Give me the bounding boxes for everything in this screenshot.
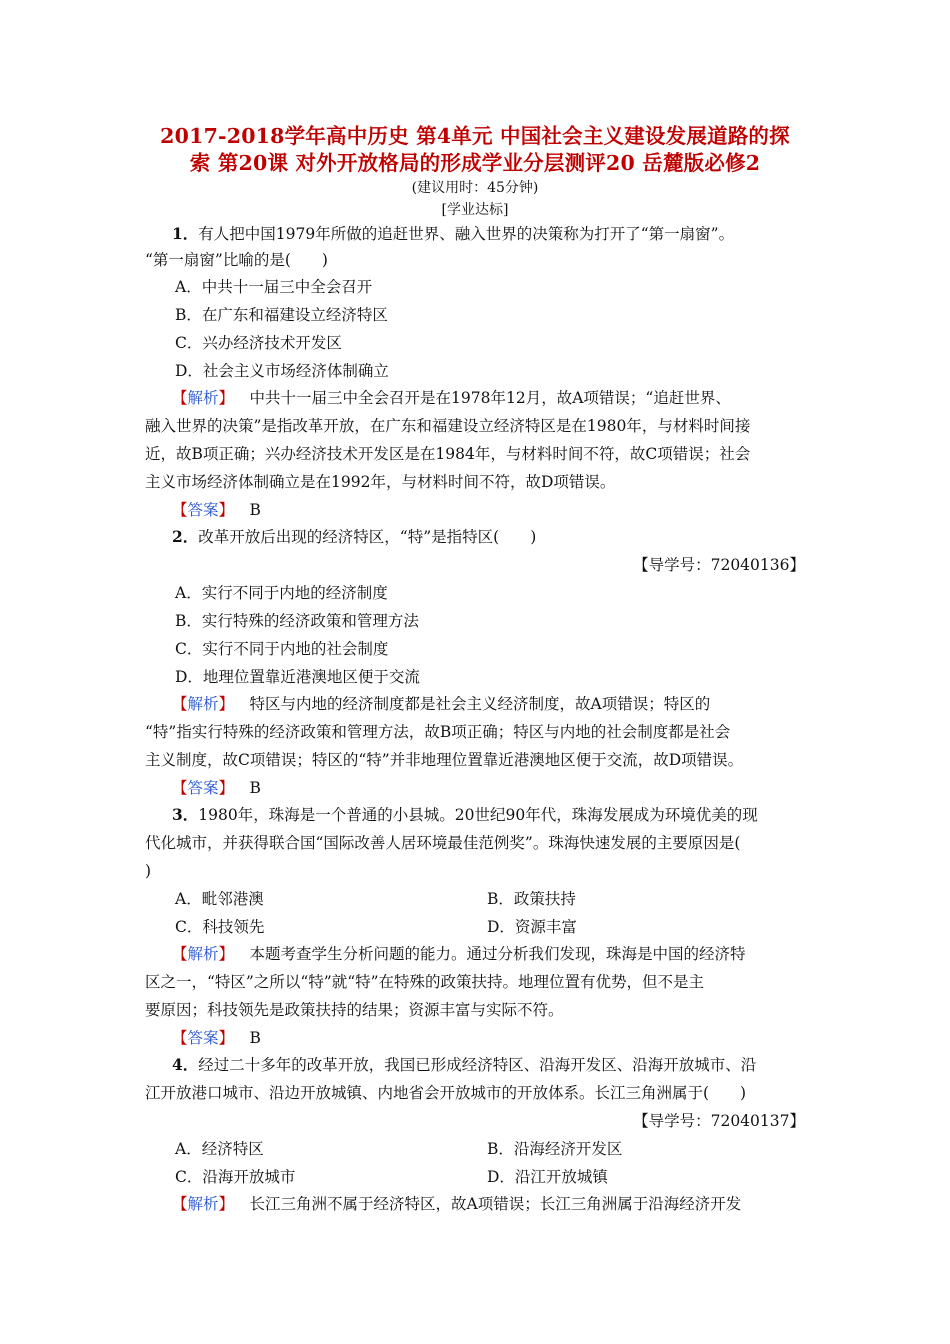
q4-option-a: A．经济特区: [175, 1140, 264, 1158]
q1-analysis-line-3: 近，故B项正确；兴办经济技术开发区是在1984年，与材料时间不符，故C项错误；社会: [145, 445, 751, 463]
q1-analysis-line-1: 【解析】 中共十一届三中全会召开是在1978年12月，故A项错误；“追赶世界、: [172, 389, 731, 407]
q3-stem-line-1: 3．1980年，珠海是一个普通的小县城。20世纪90年代，珠海发展成为环境优美的现: [172, 805, 758, 824]
q2-guide-number: 【导学号：72040136】: [633, 556, 805, 574]
document-title: [140, 123, 810, 177]
q4-number: 4．: [172, 1055, 199, 1074]
q4-option-d: D．沿江开放城镇: [487, 1168, 608, 1186]
q1-option-a: A．中共十一届三中全会召开: [175, 278, 373, 296]
q3-number: 3．: [172, 805, 199, 824]
q4-analysis-line-1: 【解析】 长江三角洲不属于经济特区，故A项错误；长江三角洲属于沿海经济开发: [172, 1195, 742, 1213]
q3-option-b: B．政策扶持: [487, 890, 576, 908]
q2-analysis-line-3: 主义制度，故C项错误；特区的“特”并非地理位置靠近港澳地区便于交流，故D项错误。: [145, 751, 744, 769]
q2-option-a: A．实行不同于内地的经济制度: [175, 584, 388, 602]
q2-option-d: D．地理位置靠近港澳地区便于交流: [175, 668, 420, 686]
q4-option-b: B．沿海经济开发区: [487, 1140, 623, 1158]
q3-stem-line-2: 代化城市，并获得联合国“国际改善人居环境最佳范例奖”。珠海快速发展的主要原因是(: [145, 834, 741, 852]
q1-analysis-line-4: 主义市场经济体制确立是在1992年，与材料时间不符，故D项错误。: [145, 473, 616, 491]
q3-option-d: D．资源丰富: [487, 918, 577, 936]
q3-analysis-line-3: 要原因；科技领先是政策扶持的结果；资源丰富与实际不符。: [145, 1001, 564, 1019]
q2-answer: 【答案】 B: [172, 779, 261, 797]
q1-number: 1．: [172, 224, 199, 243]
title-line-2: 索 第20课 对外开放格局的形成学业分层测评20 岳麓版必修2: [189, 151, 761, 175]
q3-answer: 【答案】 B: [172, 1029, 261, 1047]
section-heading: [学业达标]: [441, 202, 509, 218]
q4-stem-line-2: 江开放港口城市、沿边开放城镇、内地省会开放城市的开放体系。长江三角洲属于( ): [145, 1084, 747, 1102]
q3-analysis-line-1: 【解析】 本题考查学生分析问题的能力。通过分析我们发现，珠海是中国的经济特: [172, 945, 746, 963]
q2-number: 2．: [172, 527, 199, 546]
q2-stem: 2．改革开放后出现的经济特区，“特”是指特区( ): [172, 527, 537, 546]
q1-answer: 【答案】 B: [172, 501, 261, 519]
q2-analysis-line-2: “特”指实行特殊的经济政策和管理方法，故B项正确；特区与内地的社会制度都是社会: [145, 723, 731, 741]
q4-option-c: C．沿海开放城市: [175, 1168, 296, 1186]
q4-stem-line-1: 4．经过二十多年的改革开放，我国已形成经济特区、沿海开发区、沿海开放城市、沿: [172, 1055, 757, 1074]
q3-option-a: A．毗邻港澳: [175, 890, 264, 908]
q2-option-b: B．实行特殊的经济政策和管理方法: [175, 612, 419, 630]
answer-label: 答案: [187, 501, 219, 519]
q3-option-c: C．科技领先: [175, 918, 265, 936]
q1-option-d: D．社会主义市场经济体制确立: [175, 362, 389, 380]
q1-analysis-line-2: 融入世界的决策”是指改革开放，在广东和福建设立经济特区是在1980年，与材料时间接: [145, 417, 751, 435]
q1-option-c: C．兴办经济技术开发区: [175, 334, 342, 352]
time-note: (建议用时：45分钟): [411, 180, 539, 196]
q1-stem-line-1: 1．有人把中国1979年所做的追赶世界、融入世界的决策称为打开了“第一扇窗”。: [172, 224, 735, 243]
title-line-1: 2017-2018学年高中历史 第4单元 中国社会主义建设发展道路的探: [160, 124, 790, 148]
q3-analysis-line-2: 区之一，“特区”之所以“特”就“特”在特殊的政策扶持。地理位置有优势，但不是主: [145, 973, 705, 991]
q2-analysis-line-1: 【解析】 特区与内地的经济制度都是社会主义经济制度，故A项错误；特区的: [172, 695, 711, 713]
q2-option-c: C．实行不同于内地的社会制度: [175, 640, 389, 658]
q3-stem-line-3: ): [145, 862, 152, 880]
q4-guide-number: 【导学号：72040137】: [633, 1112, 805, 1130]
q1-stem-line-2: “第一扇窗”比喻的是( ): [145, 251, 328, 269]
q1-option-b: B．在广东和福建设立经济特区: [175, 306, 388, 324]
analysis-label: 解析: [187, 389, 219, 407]
